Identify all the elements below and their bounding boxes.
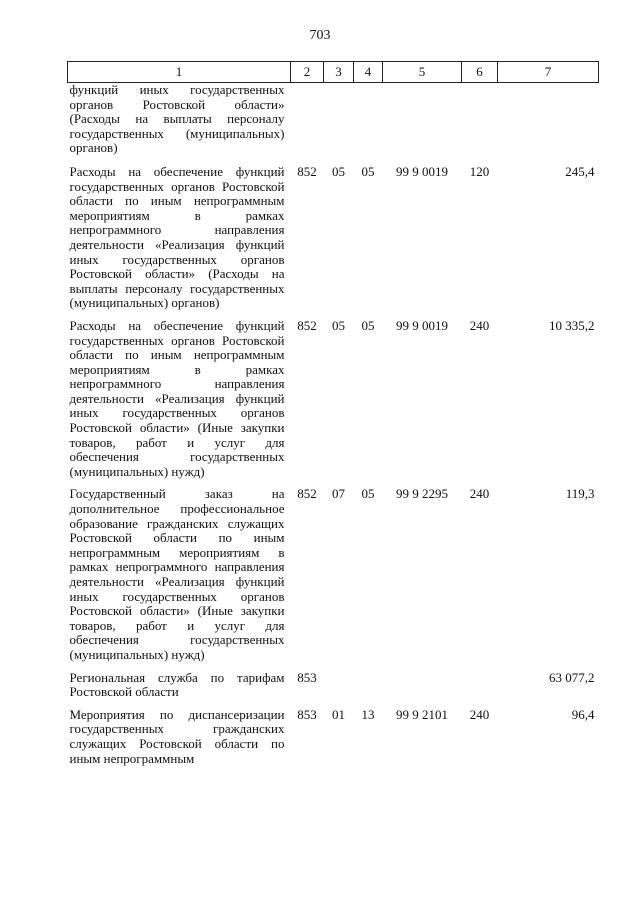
row-description: Мероприятия по диспансеризации государственных гражданских служащих Ростовской области по иным непрограммным <box>69 706 285 766</box>
row-description: Расходы на обеспечение функций государственных органов Ростовской области по иным непрограммным мероприятиям в рамках непрограммного направления деятельности «Реализация функций иных государственных органов Ростовской области» (Иные закупки товаров, работ и услуг для обеспечения государственных (муниципальных) нужд) <box>69 317 285 479</box>
row-section-code: 05 <box>332 163 345 179</box>
header-col-1: 1 <box>68 62 291 83</box>
row-ministry-code <box>291 83 324 165</box>
row-ministry-code: 852 <box>297 486 317 502</box>
row-section-code <box>324 83 354 165</box>
row-expense-type: 240 <box>469 486 490 502</box>
header-col-3: 3 <box>324 62 354 83</box>
table-row <box>68 165 599 319</box>
row-target-article <box>383 671 462 708</box>
row-ministry-code: 853 <box>297 669 317 685</box>
row-subsection-code: 05 <box>361 163 375 179</box>
row-section-code: 01 <box>332 706 345 722</box>
row-target-article: 99 9 0019 <box>396 317 448 333</box>
table-header-row <box>68 62 599 83</box>
row-target-article <box>383 83 462 165</box>
header-col-6: 6 <box>462 62 498 83</box>
row-target-article: 99 9 2101 <box>396 706 448 722</box>
page-number: 703 <box>309 28 331 43</box>
row-section-code: 07 <box>332 486 345 502</box>
row-description: Региональная служба по тарифам Ростовской области <box>69 669 285 700</box>
row-amount: 10 335,2 <box>549 317 595 333</box>
row-subsection-code: 13 <box>361 706 375 722</box>
table-row <box>68 708 599 774</box>
row-section-code: 05 <box>332 317 345 333</box>
row-subsection-code <box>354 83 383 165</box>
table-row <box>68 319 599 488</box>
budget-table <box>67 61 599 774</box>
row-target-article: 99 9 2295 <box>396 486 448 502</box>
row-amount: 245,4 <box>565 163 595 179</box>
row-subsection-code: 05 <box>361 317 375 333</box>
header-col-4: 4 <box>354 62 383 83</box>
row-ministry-code: 852 <box>297 163 317 179</box>
row-expense-type: 120 <box>469 163 490 179</box>
row-subsection-code: 05 <box>361 486 375 502</box>
row-amount: 119,3 <box>565 486 595 502</box>
row-expense-type: 240 <box>469 317 490 333</box>
row-amount: 63 077,2 <box>549 669 595 685</box>
header-col-7: 7 <box>498 62 599 83</box>
row-target-article: 99 9 0019 <box>396 163 448 179</box>
row-expense-type <box>462 671 498 708</box>
row-amount <box>498 83 599 165</box>
row-description: функций иных государственных органов Ростовской области» (Расходы на выплаты персоналу государственных (муниципальных) органов) <box>69 82 285 156</box>
row-ministry-code: 853 <box>297 706 317 722</box>
row-amount: 96,4 <box>571 706 595 722</box>
row-ministry-code: 852 <box>297 317 317 333</box>
row-subsection-code <box>354 671 383 708</box>
table-row <box>68 671 599 708</box>
row-section-code <box>324 671 354 708</box>
table-row <box>68 83 599 165</box>
table-row <box>68 487 599 670</box>
row-description: Расходы на обеспечение функций государственных органов Ростовской области по иным непрограммным мероприятиям в рамках непрограммного направления деятельности «Реализация функций иных государственных органов Ростовской области» (Расходы на выплаты персоналу государственных (муниципальных) органов) <box>69 163 285 311</box>
row-description: Государственный заказ на дополнительное профессиональное образование гражданских служащих Ростовской области по иным непрограммным мероприятиям в рамках непрограммного направления деятельности «Реализация функций иных государственных органов Ростовской области» (Иные закупки товаров, работ и услуг для обеспечения государственных (муниципальных) нужд) <box>69 486 285 662</box>
header-col-5: 5 <box>383 62 462 83</box>
row-expense-type <box>462 83 498 165</box>
header-col-2: 2 <box>291 62 324 83</box>
row-expense-type: 240 <box>469 706 490 722</box>
